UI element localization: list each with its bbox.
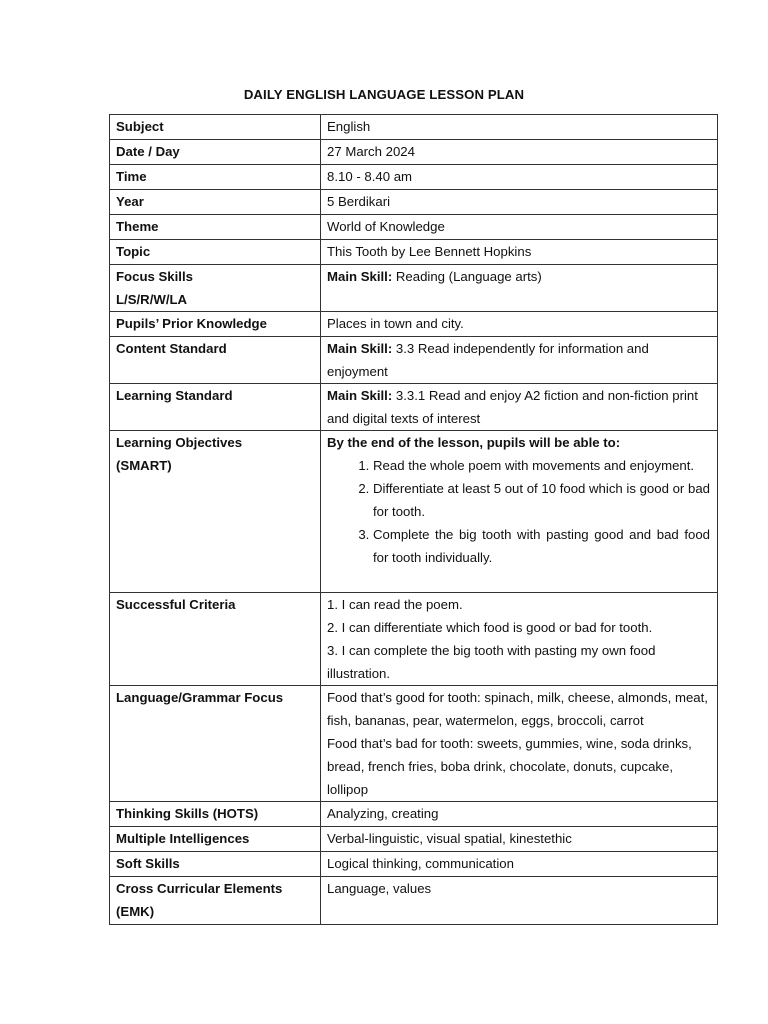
table-row <box>110 265 718 312</box>
table-row <box>110 312 718 337</box>
focus-skills-label <box>110 265 321 312</box>
criteria-item: 2. I can differentiate which food is good or bad for tooth. <box>327 620 653 635</box>
main-skill-prefix: Main Skill: <box>327 388 393 403</box>
criteria-label: Successful Criteria <box>110 593 321 686</box>
table-row <box>110 240 718 265</box>
learning-standard-text: 3.3.1 Read and enjoy A2 fiction and non-fiction print and digital texts of interest <box>327 388 698 426</box>
time-label: Time <box>110 165 321 190</box>
table-row <box>110 190 718 215</box>
objectives-label-line2: (SMART) <box>116 458 172 473</box>
good-food-text: Food that’s good for tooth: spinach, milk, cheese, almonds, meat, fish, bananas, pear, watermelon, eggs, broccoli, carrot <box>327 690 708 728</box>
time-value: 8.10 - 8.40 am <box>321 165 718 190</box>
soft-skills-label: Soft Skills <box>110 852 321 877</box>
table-row <box>110 384 718 431</box>
emk-label-line2: (EMK) <box>116 904 155 919</box>
focus-skills-label-line1: Focus Skills <box>116 269 193 284</box>
table-row <box>110 802 718 827</box>
content-standard-value <box>321 337 718 384</box>
hots-label: Thinking Skills (HOTS) <box>110 802 321 827</box>
date-label: Date / Day <box>110 140 321 165</box>
subject-label: Subject <box>110 115 321 140</box>
year-label: Year <box>110 190 321 215</box>
table-row <box>110 877 718 925</box>
table-row <box>110 852 718 877</box>
table-row <box>110 827 718 852</box>
topic-label: Topic <box>110 240 321 265</box>
grammar-focus-value <box>321 686 718 802</box>
prior-knowledge-label: Pupils’ Prior Knowledge <box>110 312 321 337</box>
list-item: 3. Complete the big tooth with pasting good and bad food for tooth individually. <box>373 523 710 569</box>
criteria-value <box>321 593 718 686</box>
criteria-item: 3. I can complete the big tooth with pasting my own food illustration. <box>327 643 656 681</box>
year-value: 5 Berdikari <box>321 190 718 215</box>
table-row <box>110 215 718 240</box>
bad-food-text: Food that’s bad for tooth: sweets, gummies, wine, soda drinks, bread, french fries, boba drink, chocolate, donuts, cupcake, lollipop <box>327 736 692 797</box>
focus-skills-label-line2: L/S/R/W/LA <box>116 292 188 307</box>
list-item: 1. Read the whole poem with movements and enjoyment. <box>373 454 710 477</box>
table-row <box>110 431 718 593</box>
hots-value: Analyzing, creating <box>321 802 718 827</box>
criteria-item: 1. I can read the poem. <box>327 597 463 612</box>
list-item: 2. Differentiate at least 5 out of 10 food which is good or bad for tooth. <box>373 477 710 523</box>
date-value: 27 March 2024 <box>321 140 718 165</box>
objectives-label-line1: Learning Objectives <box>116 435 243 450</box>
intelligences-value: Verbal-linguistic, visual spatial, kinestethic <box>321 827 718 852</box>
prior-knowledge-value: Places in town and city. <box>321 312 718 337</box>
theme-value: World of Knowledge <box>321 215 718 240</box>
page-title: DAILY ENGLISH LANGUAGE LESSON PLAN <box>243 87 525 102</box>
table-row <box>110 140 718 165</box>
table-row <box>110 115 718 140</box>
objectives-list <box>327 454 710 569</box>
intelligences-label: Multiple Intelligences <box>110 827 321 852</box>
objectives-intro: By the end of the lesson, pupils will be able to: <box>327 435 621 450</box>
lesson-plan-table <box>109 114 718 925</box>
content-standard-text: 3.3 Read independently for information and enjoyment <box>327 341 649 379</box>
objectives-value <box>321 431 718 593</box>
table-row <box>110 337 718 384</box>
main-skill-prefix: Main Skill: <box>327 341 393 356</box>
emk-value: Language, values <box>321 877 718 925</box>
focus-skills-value <box>321 265 718 312</box>
focus-skills-text: Reading (Language arts) <box>392 269 542 284</box>
subject-value: English <box>321 115 718 140</box>
emk-label-line1: Cross Curricular Elements <box>116 881 283 896</box>
table-row <box>110 165 718 190</box>
content-standard-label: Content Standard <box>110 337 321 384</box>
theme-label: Theme <box>110 215 321 240</box>
soft-skills-value: Logical thinking, communication <box>321 852 718 877</box>
grammar-focus-label: Language/Grammar Focus <box>110 686 321 802</box>
objectives-label <box>110 431 321 593</box>
table-row <box>110 686 718 802</box>
topic-value: This Tooth by Lee Bennett Hopkins <box>321 240 718 265</box>
main-skill-prefix: Main Skill: <box>327 269 393 284</box>
learning-standard-value <box>321 384 718 431</box>
emk-label <box>110 877 321 925</box>
table-row <box>110 593 718 686</box>
learning-standard-label: Learning Standard <box>110 384 321 431</box>
